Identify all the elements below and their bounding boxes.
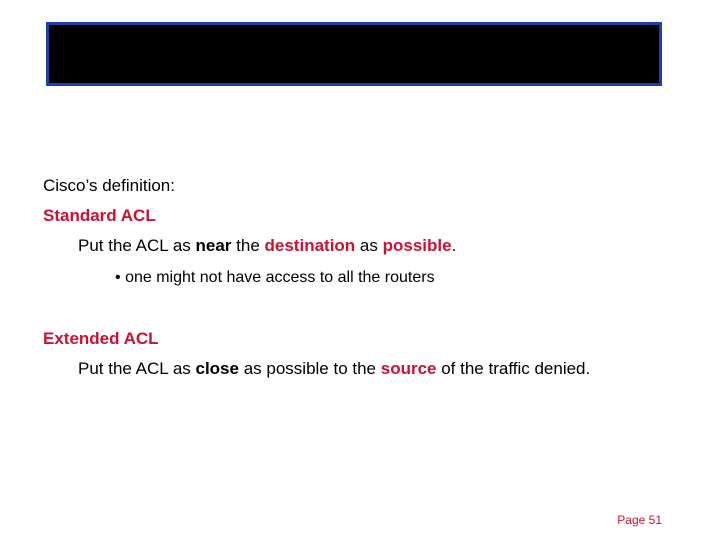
title-bar	[46, 22, 662, 86]
standard-part2: the	[231, 236, 265, 255]
standard-part1: Put the ACL as	[78, 236, 196, 255]
standard-acl-sentence	[78, 236, 456, 256]
extended-acl-heading: Extended ACL	[43, 329, 159, 348]
standard-acl-heading: Standard ACL	[43, 206, 156, 225]
extended-part3: of the traffic denied.	[436, 359, 591, 378]
standard-emph-possible: possible	[382, 236, 452, 255]
extended-emph-source: source	[380, 359, 437, 378]
standard-emph-destination: destination	[264, 236, 356, 255]
extended-part2: as possible to the	[238, 359, 381, 378]
extended-emph-close: close	[195, 359, 239, 378]
page-number: Page 51	[617, 513, 662, 527]
standard-emph-near: near	[195, 236, 232, 255]
extended-acl-sentence	[78, 359, 590, 379]
bullet-icon: •	[115, 269, 121, 286]
standard-bullet-text: one might not have access to all the routers	[125, 269, 435, 286]
standard-part4: .	[451, 236, 457, 255]
definition-label: Cisco’s definition:	[43, 176, 175, 195]
extended-part1: Put the ACL as	[78, 359, 196, 378]
standard-bullet	[115, 268, 435, 288]
standard-part3: as	[355, 236, 383, 255]
